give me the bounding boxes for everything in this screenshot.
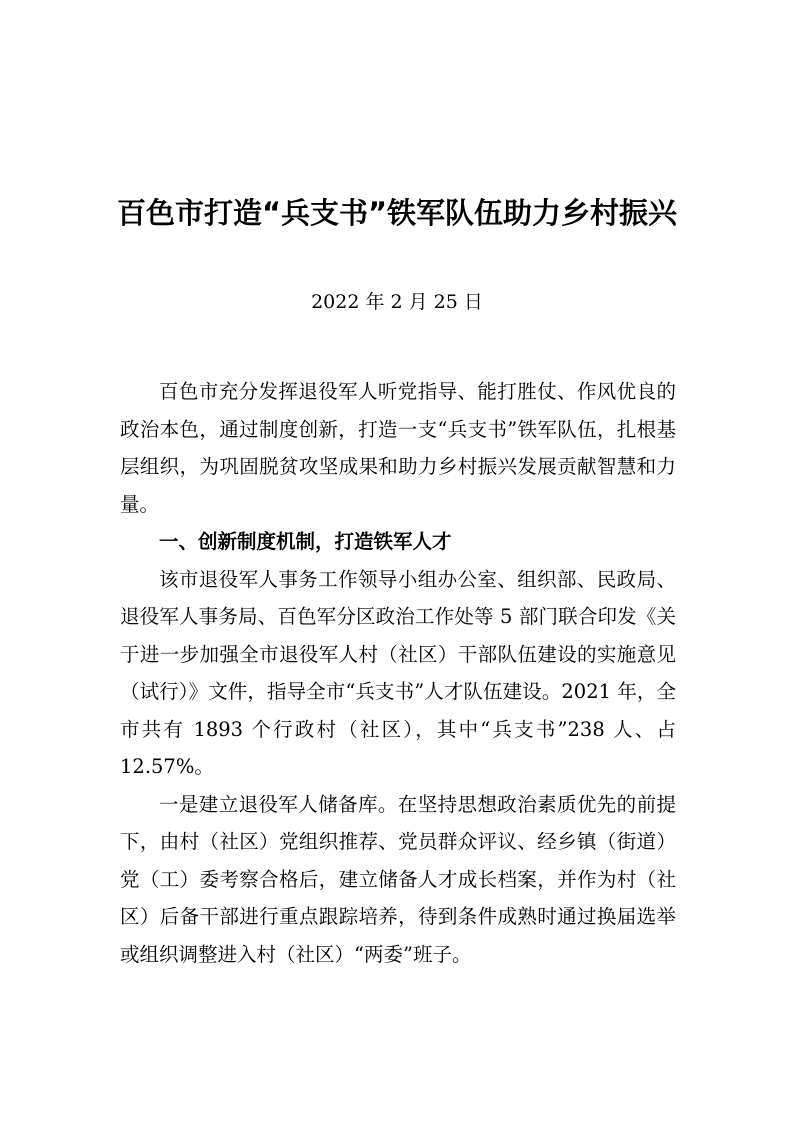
document-body [120,373,676,973]
body-paragraph: 该市退役军人事务工作领导小组办公室、组织部、民政局、退役军人事务局、百色军分区政治工作处等 5 部门联合印发《关于进一步加强全市退役军人村（社区）干部队伍建设的实施意见（试行）》文件，指导全市“兵支书”人才队伍建设。2021 年，全市共有 1893 个行政村（社区），其中“兵支书”238 人、占 12.57%。 [120,567,676,778]
intro-paragraph: 百色市充分发挥退役军人听党指导、能打胜仗、作风优良的政治本色，通过制度创新，打造一支“兵支书”铁军队伍，扎根基层组织，为巩固脱贫攻坚成果和助力乡村振兴发展贡献智慧和力量。 [120,380,676,516]
section-heading: 一、创新制度机制，打造铁军人才 [159,530,452,553]
publish-date: 2022 年 2 月 25 日 [311,291,483,313]
body-paragraph: 一是建立退役军人储备库。在坚持思想政治素质优先的前提下，由村（社区）党组织推荐、党员群众评议、经乡镇（街道）党（工）委考察合格后，建立储备人才成长档案，并作为村（社区）后备干部进行重点跟踪培养，待到条件成熟时通过换届选举或组织调整进入村（社区）“两委”班子。 [120,792,676,966]
document-title: 百色市打造“兵支书”铁军队伍助力乡村振兴 [116,196,678,230]
